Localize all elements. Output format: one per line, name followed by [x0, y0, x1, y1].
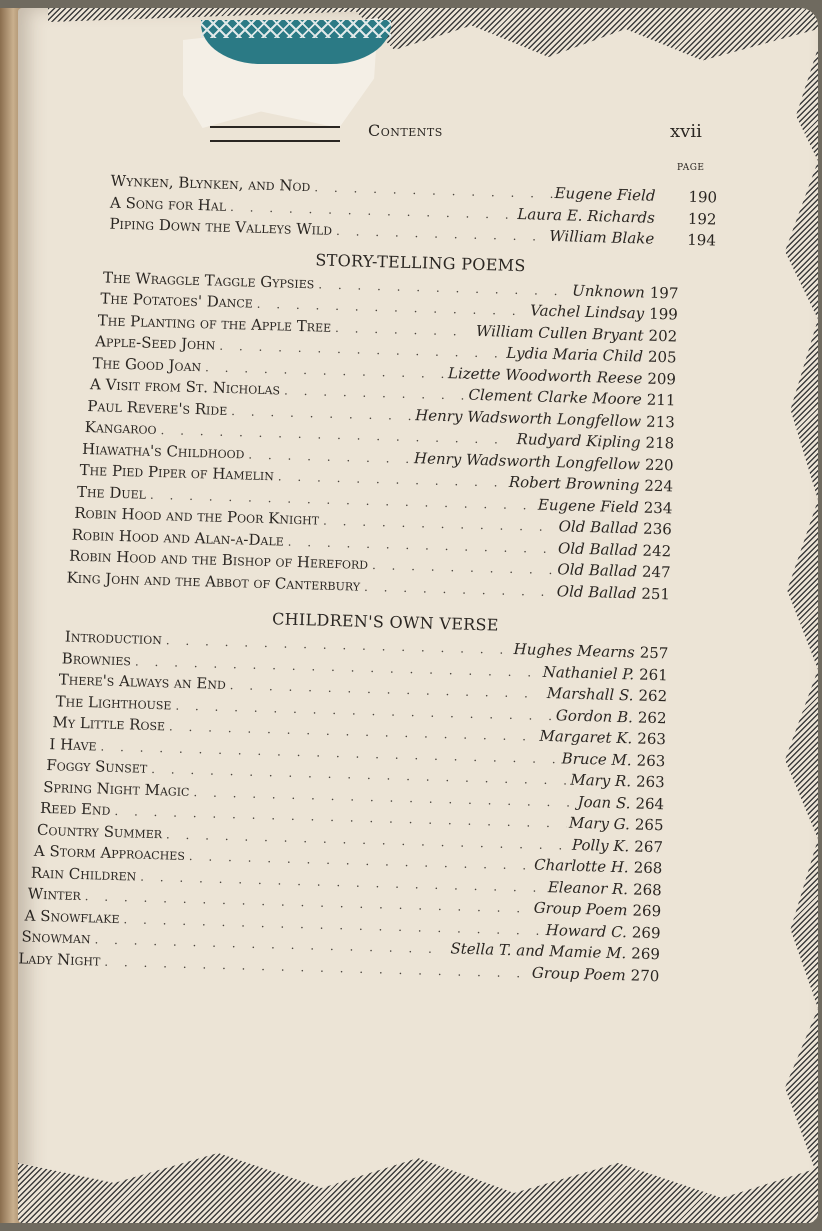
entry-page-number: 267: [634, 836, 664, 856]
entry-author: Polly K.: [571, 835, 630, 855]
entry-title: The Wraggle Taggle Gypsies: [102, 267, 315, 292]
entry-title: Snowman: [21, 927, 91, 948]
running-head-title: Contents: [368, 121, 443, 140]
entry-title: Introduction: [64, 627, 163, 649]
entry-page-number: 190: [688, 187, 718, 207]
entry-page-number: 268: [632, 879, 662, 899]
entry-author: Henry Wadsworth Longfellow: [413, 448, 641, 473]
entry-title: Rain Children: [30, 863, 137, 885]
entry-author: Group Poem: [533, 898, 628, 920]
entry-title: Robin Hood and the Bishop of Hereford: [68, 546, 369, 573]
section-heading: CHILDREN'S OWN VERSE: [271, 609, 500, 635]
entry-title: My Little Rose: [52, 713, 166, 735]
section-heading: STORY-TELLING POEMS: [315, 249, 526, 275]
entry-title: The Lighthouse: [55, 691, 172, 713]
entry-page-number: 199: [648, 304, 679, 324]
entry-page-number: 269: [631, 944, 661, 964]
header-double-rule: [210, 126, 340, 142]
entry-author: Old Ballad: [556, 581, 637, 602]
entry-author: Henry Wadsworth Longfellow: [414, 405, 642, 430]
entry-page-number: 224: [644, 476, 674, 496]
entry-page-number: 270: [630, 965, 660, 985]
entry-author: Old Ballad: [557, 538, 638, 559]
dot-leader: [364, 576, 555, 603]
entry-page-number: 257: [639, 643, 669, 663]
entry-author: Eugene Field: [537, 495, 640, 516]
entry-page-number: 236: [642, 519, 673, 539]
entry-author: Bruce M.: [561, 748, 632, 769]
entry-page-number: 263: [636, 751, 666, 770]
entry-page-number: 265: [634, 815, 664, 835]
entry-title: A Storm Approaches: [33, 841, 186, 864]
entry-title: Kangaroo: [84, 417, 157, 438]
entry-title: I Have: [49, 734, 97, 754]
entry-title: Paul Revere's Ride: [87, 396, 228, 419]
entry-page-number: 262: [637, 708, 667, 727]
entry-page-number: 218: [645, 433, 675, 453]
entry-page-number: 262: [638, 686, 668, 706]
entry-page-number: 220: [644, 455, 674, 474]
entry-page-number: 263: [635, 772, 665, 792]
entry-author: Rudyard Kipling: [516, 430, 641, 452]
entry-title: There's Always an End: [58, 670, 227, 693]
entry-author: Hughes Mearns: [513, 640, 635, 662]
entry-title: Country Summer: [36, 820, 163, 842]
entry-author: Howard C.: [545, 920, 628, 941]
entry-page-number: 234: [643, 498, 673, 517]
entry-title: A Snowflake: [24, 905, 120, 927]
entry-author: Old Ballad: [558, 517, 639, 538]
entry-page-number: 209: [647, 369, 677, 388]
entry-page-number: 269: [632, 901, 662, 921]
entry-title: Reed End: [39, 798, 111, 819]
entry-page-number: 247: [641, 562, 671, 582]
entry-author: Joan S.: [577, 792, 631, 812]
dot-leader: [336, 221, 548, 248]
entry-title: Robin Hood and the Poor Knight: [74, 503, 320, 529]
entry-title: Spring Night Magic: [42, 777, 190, 800]
entry-title: A Song for Hal: [109, 193, 227, 215]
entry-title: Winter: [27, 884, 82, 905]
entry-page-number: 261: [638, 665, 668, 684]
entry-author: Gordon B.: [555, 705, 634, 726]
entry-author: Lydia Maria Child: [506, 343, 644, 366]
entry-title: The Potatoes' Dance: [100, 289, 254, 312]
entry-author: Unknown: [571, 281, 646, 302]
entry-title: King John and the Abbot of Canterbury: [66, 568, 361, 595]
running-head-page-number: xvii: [670, 121, 702, 142]
sections: [18, 236, 816, 991]
entry-title: Lady Night: [18, 948, 101, 970]
entry-title: Foggy Sunset: [46, 756, 148, 777]
entry-page-number: 194: [687, 230, 717, 250]
entry-page-number: 205: [647, 347, 677, 367]
entry-title: Robin Hood and Alan-a-Dale: [71, 525, 285, 550]
entry-title: Hiawatha's Childhood: [81, 439, 245, 462]
entry-title: The Duel: [76, 482, 147, 503]
entry-author: Eugene Field: [554, 183, 656, 205]
bottom-chevron-border: [18, 1123, 818, 1223]
entry-author: Mary R.: [570, 770, 632, 791]
book-page: [18, 8, 818, 1223]
entry-author: Charlotte H.: [533, 855, 629, 877]
entry-title: The Planting of the Apple Tree: [97, 310, 332, 336]
entry-author: Stella T. and Mamie M.: [450, 939, 627, 963]
entry-page-number: 263: [637, 729, 667, 749]
entry-author: Eleanor R.: [547, 877, 629, 898]
entry-author: Nathaniel P.: [542, 662, 635, 683]
entry-author: Vachel Lindsay: [529, 301, 645, 323]
entry-author: Margaret K.: [539, 726, 633, 748]
entry-page-number: 213: [645, 412, 676, 431]
entry-page-number: 202: [648, 326, 678, 345]
entry-title: A Visit from St. Nicholas: [89, 375, 281, 399]
entry-author: Group Poem: [531, 963, 626, 984]
entry-author: William Blake: [549, 226, 655, 248]
entry-author: William Cullen Bryant: [475, 321, 644, 345]
entry-page-number: 268: [633, 858, 663, 878]
entry-author: Mary G.: [568, 813, 631, 834]
teal-ornament: [201, 20, 391, 64]
contents-list: [18, 168, 818, 991]
entry-title: The Good Joan: [92, 353, 202, 375]
top-chevron-border: [48, 8, 818, 78]
entry-title: The Pied Piper of Hamelin: [79, 460, 275, 485]
entry-title: Apple-Seed John: [94, 332, 216, 354]
entry-title: Piping Down the Valleys Wild: [109, 214, 333, 239]
entry-author: Laura E. Richards: [517, 204, 656, 227]
page-column-label: PAGE: [677, 163, 705, 173]
entry-author: Lizette Woodworth Reese: [447, 363, 643, 388]
entry-page-number: 192: [687, 209, 717, 229]
entry-page-number: 269: [631, 922, 661, 942]
entry-page-number: 264: [635, 793, 665, 813]
entry-author: Marshall S.: [546, 683, 634, 705]
entry-page-number: 242: [642, 541, 672, 560]
entry-page-number: 251: [641, 584, 671, 603]
entry-author: Robert Browning: [508, 472, 640, 495]
entry-page-number: 211: [646, 390, 676, 410]
entry-title: Wynken, Blynken, and Nod: [110, 171, 311, 196]
entry-author: Clement Clarke Moore: [468, 385, 643, 409]
entry-author: Old Ballad: [557, 560, 638, 581]
entry-title: Brownies: [61, 648, 132, 669]
entry-page-number: 197: [649, 283, 679, 302]
